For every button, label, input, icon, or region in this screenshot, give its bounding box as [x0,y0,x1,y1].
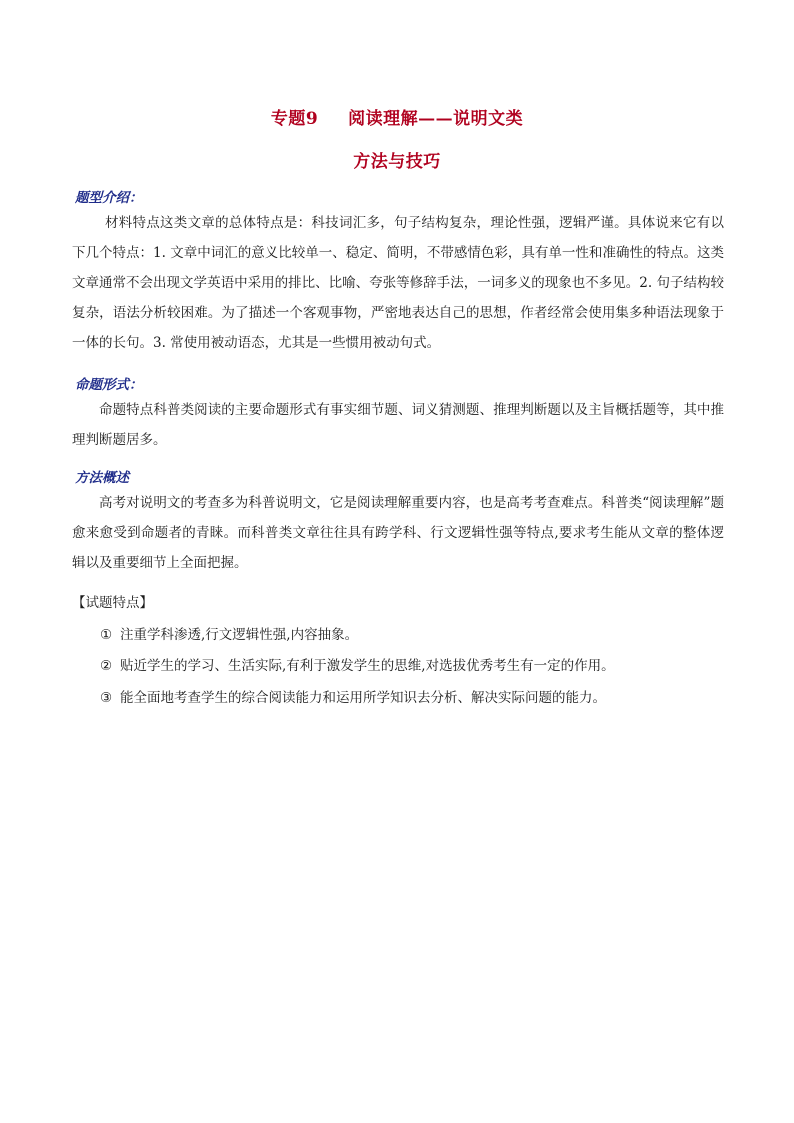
title-name: 阅读理解——说明文类 [348,109,524,129]
feature-text: 能全面地考查学生的综合阅读能力和运用所学知识去分析、解决实际问题的能力。 [120,690,606,706]
feature-number: ① [100,627,113,643]
feature-item [100,654,615,674]
method-heading: 方法概述 [75,470,129,486]
feature-item [100,623,358,643]
intro-paragraph: 材料特点这类文章的总体特点是：科技词汇多，句子结构复杂，理论性强，逻辑严谨。具体说来它有以下几个特点：1. 文章中词汇的意义比较单一、稳定、简明，不带感情色彩，具有单一性和准确性的特点。这类文章通常不会出现文学英语中采用的排比、比喻、夸张等修辞手法，一词多义的现象也不多见。2. 句子结构较复杂，语法分析较困难。为了描述一个客观事物，严密地表达自己的思想，作者经常会使用集多种语法现象于一体的长句。3. 常使用被动语态，尤其是一些惯用被动句式。 [72,215,724,351]
feature-text: 贴近学生的学习、生活实际,有利于激发学生的思维,对选拔优秀考生有一定的作用。 [120,658,615,674]
feature-number: ③ [100,690,113,706]
intro-heading: 题型介绍： [75,190,143,206]
feature-number: ② [100,658,113,674]
document-subtitle: 方法与技巧 [353,152,441,172]
document-title [0,104,794,129]
form-heading: 命题形式： [75,377,143,393]
features-heading: 【试题特点】 [72,595,153,611]
feature-text: 注重学科渗透,行文逻辑性强,内容抽象。 [120,627,359,643]
form-paragraph: 命题特点科普类阅读的主要命题形式有事实细节题、词义猜测题、推理判断题以及主旨概括题等，其中推理判断题居多。 [72,402,724,448]
feature-item [100,686,606,706]
method-paragraph: 高考对说明文的考查多为科普说明文，它是阅读理解重要内容，也是高考考查难点。科普类“阅读理解”题愈来愈受到命题者的青睐。而科普类文章往往具有跨学科、行文逻辑性强等特点,要求考生能从文章的整体逻辑以及重要细节上全面把握。 [72,495,724,571]
title-topic: 专题9 [270,109,319,129]
